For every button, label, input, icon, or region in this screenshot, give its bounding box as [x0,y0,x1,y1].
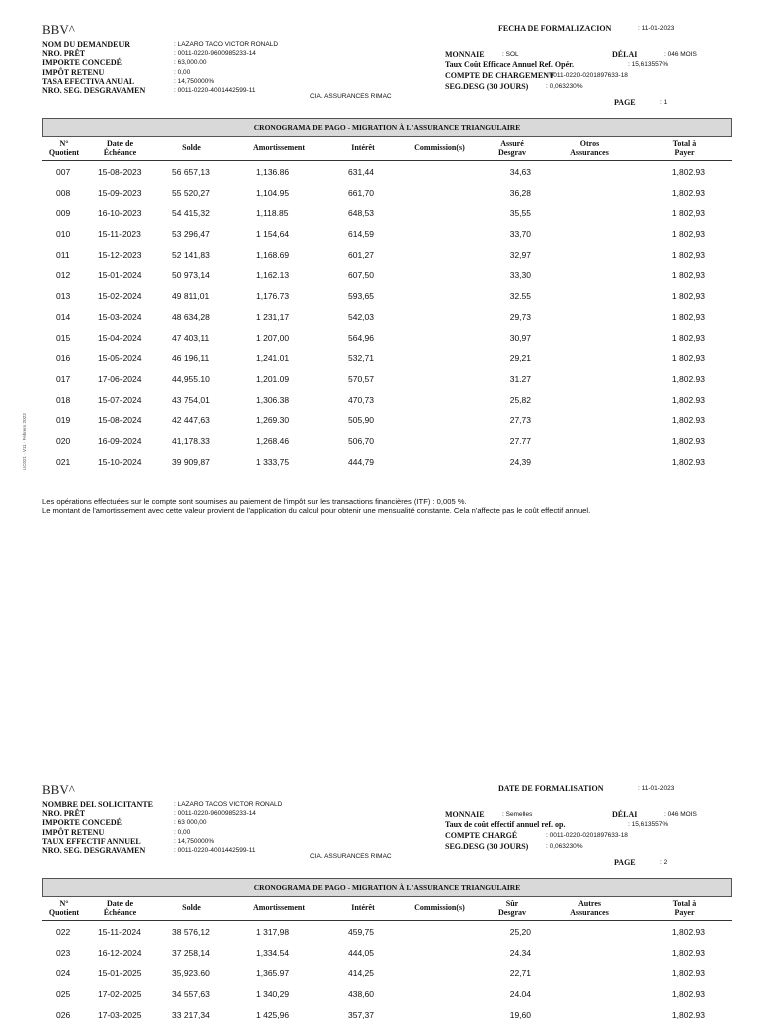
table-cell: 022 [56,927,71,937]
table-row [42,347,732,368]
tax-withheld-label: IMPÔT RETENU [42,67,105,77]
loan-number-value: : 0011-0220-9600985233-14 [174,50,256,58]
table-cell: 648,53 [348,208,374,219]
table-row [42,202,732,223]
column-header-line: Otros [579,139,600,148]
tax-withheld-value: : 0,00 [174,68,191,76]
footnote-line: Le montant de l'amortissement avec cette valeur provient de l'application du calcul pour obtenir une mensualité constante. Cela n'affecte pas le coût effectif annuel. [42,506,591,515]
column-header-due [86,139,154,157]
column-header-quota [42,899,86,917]
amount-granted-label: IMPORTE CONCEDÉ [42,58,122,68]
term-label: DÉLAI [612,810,638,819]
table-cell: 35,923.60 [172,968,210,979]
applicant-name-label: NOMBRE DEL SOLICITANTE [42,800,153,809]
page-number: : 2 [660,859,668,866]
table-cell: 1 802,93 [671,291,705,302]
table-cell: 15-02-2024 [98,291,142,302]
table-cell: 438,60 [348,989,374,1000]
table-cell: 24,39 [509,456,531,467]
formalization-date-value: : 11-01-2023 [638,785,675,792]
insurance-number-label: NRO. SEG. DESGRAVAMEN [42,86,146,95]
loan-number-value: : 0011-0220-9600985233-14 [174,810,256,818]
table-cell: 15-09-2023 [98,187,142,198]
table-cell: 008 [56,187,71,198]
loan-number-label: NRO. PRÊT [42,49,86,59]
table-cell: 19,60 [509,1009,531,1020]
table-cell: 15-05-2024 [98,353,142,364]
insurance-number-value: : 0011-0220-4001442599-11 [174,87,256,94]
table-cell: 32.55 [509,291,531,302]
table-cell: 35,55 [509,208,531,219]
column-header-due [86,899,154,917]
loan-number-label: NRO. PRÊT [42,809,86,819]
table-cell: 414,25 [348,968,374,979]
currency-label: MONNAIE [445,50,485,59]
bank-logo: BBV^ [42,22,75,37]
applicant-name-label: NOM DU DEMANDEUR [42,40,130,49]
table-cell: 55 520,27 [172,187,210,198]
table-cell: 661,70 [348,187,374,198]
column-header-line: Date de [107,899,133,908]
table-cell: 011 [56,249,70,260]
table-cell: 631,44 [348,167,374,177]
currency-value: : Semelles [502,811,533,818]
side-stamp: UC021 · V11 · Febrero 2023 [22,413,27,470]
table-title: CRONOGRAMA DE PAGO - MIGRATION À L'ASSURANCE TRIANGULAIRE [42,118,732,137]
column-header-line: Assurances [570,148,609,157]
table-cell: 470,73 [348,394,374,405]
column-header-balance: Solde [182,143,201,152]
table-row [42,389,732,410]
table-cell: 607,50 [348,270,374,281]
insurance-rate-value: : 0,063230% [546,843,583,850]
annual-rate-label: TAUX EFFECTIF ANNUEL [42,836,141,846]
applicant-name-value: : LAZARO TACOS VICTOR RONALD [174,801,283,808]
table-cell: 357,37 [348,1009,374,1020]
table-header [42,137,732,161]
column-header-commission: Commission(s) [414,143,465,152]
bank-logo: BBV^ [42,782,75,797]
table-row [42,430,732,451]
term-value: : 046 MOIS [664,51,697,58]
page-label: PAGE [614,98,636,107]
table-cell: 15-11-2024 [98,927,141,937]
table-cell: 15-11-2023 [98,229,141,240]
table-cell: 30,97 [509,332,531,343]
annual-rate-label: TASA EFECTIVA ANUAL [42,76,135,86]
table-cell: 47 403,11 [172,332,210,343]
currency-value: : SOL [502,51,519,58]
table-row [42,306,732,327]
table-cell: 024 [56,968,71,979]
column-header-line: Payer [674,908,695,917]
column-header-line: Date de [107,139,133,148]
table-cell: 007 [56,167,71,177]
table-cell: 1,802.93 [671,167,705,177]
table-row [42,161,732,182]
column-header-insured [482,899,542,917]
table-cell: 15-04-2024 [98,332,142,343]
table-cell: 33 217,34 [172,1009,210,1020]
table-cell: 1 802,93 [671,353,705,364]
table-cell: 1,241.01 [256,353,290,364]
table-cell: 1,802.93 [671,187,705,198]
table-cell: 1,104.95 [256,187,290,198]
table-cell: 44,955.10 [172,373,210,384]
table-cell: 17-03-2025 [98,1009,142,1020]
table-cell: 1 231,17 [256,311,290,322]
table-cell: 444,79 [348,456,374,467]
table-cell: 1,802.93 [671,989,705,1000]
table-cell: 16-12-2024 [98,947,142,958]
table-cell: 016 [56,353,71,364]
insurer-name: CIA. ASSURANCES RIMAC [310,853,392,860]
schedule-table [42,118,732,471]
formalization-date-value: : 11-01-2023 [638,25,675,32]
table-row [42,244,732,265]
table-cell: 50 973,14 [172,270,210,281]
column-header-line: Sûr [505,899,519,908]
column-header-commission: Commission(s) [414,903,465,912]
column-header-interest: Intérêt [351,903,375,912]
table-cell: 013 [56,291,71,302]
table-row [42,285,732,306]
table-cell: 41,178.33 [172,435,210,446]
table-cell: 31.27 [509,373,531,384]
table-cell: 38 576,12 [172,927,210,937]
table-cell: 459,75 [348,927,374,937]
insurer-name: CIA. ASSURANCES RIMAC [310,93,392,100]
table-row [42,264,732,285]
table-cell: 614,59 [348,229,374,240]
amount-granted-value: : 63,000.00 [174,59,207,67]
table-cell: 56 657,13 [172,167,210,177]
formalization-date-label: FECHA DE FORMALIZACION [498,24,612,33]
insurance-rate-value: : 0,063230% [546,83,583,90]
table-cell: 564,96 [348,332,374,343]
table-cell: 16-10-2023 [98,208,142,219]
table-cell: 1 802,93 [671,311,705,322]
table-cell: 22,71 [509,968,531,979]
term-label: DÉLAI [612,50,638,59]
table-cell: 1 425,96 [256,1009,290,1020]
table-cell: 52 141,83 [172,249,210,260]
footnote-line: Les opérations effectuées sur le compte sont soumises au paiement de l'impôt sur les transactions financières (ITF) : 0,005 %. [42,497,467,506]
annual-rate-value: : 14,750000% [174,837,215,845]
table-row [42,942,732,963]
column-header-total [637,899,732,917]
table-cell: 49 811,01 [172,291,210,302]
table-cell: 542,03 [348,311,374,322]
table-cell: 1 802,93 [671,229,705,240]
table-title: CRONOGRAMA DE PAGO - MIGRATION À L'ASSURANCE TRIANGULAIRE [42,878,732,897]
table-row [42,223,732,244]
insurance-number-value: : 0011-0220-4001442599-11 [174,847,256,854]
column-header-line: N° [59,899,69,908]
table-cell: 1 802,93 [671,332,705,343]
tcea-value: : 15,613557% [628,61,669,68]
tcea-label: Taux de coût effectif annuel ref. op. [445,820,566,829]
table-cell: 15-01-2024 [98,270,142,281]
column-header-line: Assurances [570,908,609,917]
table-cell: 1,802.93 [671,415,705,426]
table-cell: 601,27 [348,249,374,260]
column-header-line: Desgrav [498,908,526,917]
table-cell: 42 447,63 [172,415,210,426]
column-header-total [637,139,732,157]
table-cell: 33,30 [509,270,531,281]
table-cell: 010 [56,229,71,240]
table-cell: 46 196,11 [172,353,210,364]
table-cell: 1,201.09 [256,373,290,384]
amount-granted-label: IMPORTE CONCEDÉ [42,818,122,828]
table-cell: 532,71 [348,353,374,364]
column-header-line: Échéance [103,908,137,917]
table-cell: 34 557,63 [172,989,210,1000]
table-cell: 53 296,47 [172,229,210,240]
column-header-interest: Intérêt [351,143,375,152]
tax-withheld-label: IMPÔT RETENU [42,827,105,837]
table-cell: 1 802,93 [671,208,705,219]
table-cell: 1 207,00 [256,332,290,343]
table-cell: 1 802,93 [671,249,705,260]
table-cell: 15-03-2024 [98,311,142,322]
table-cell: 39 909,87 [172,456,210,467]
table-cell: 1 802,93 [671,270,705,281]
table-cell: 012 [56,270,71,281]
table-cell: 1,365.97 [256,968,290,979]
table-cell: 1,334.54 [256,947,290,958]
table-cell: 25,82 [509,394,531,405]
table-cell: 505,90 [348,415,374,426]
table-row [42,962,732,983]
column-header-balance: Solde [182,903,201,912]
table-cell: 444,05 [348,947,374,958]
table-cell: 021 [56,456,71,467]
formalization-date-label: DATE DE FORMALISATION [498,784,604,793]
table-cell: 026 [56,1009,71,1020]
table-cell: 014 [56,311,71,322]
table-cell: 1,162.13 [256,270,290,281]
table-cell: 1,802.93 [671,968,705,979]
table-row [42,368,732,389]
table-cell: 1,269.30 [256,415,290,426]
table-cell: 43 754,01 [172,394,210,405]
column-header-line: Quotient [48,908,80,917]
applicant-name-value: : LAZARO TACO VICTOR RONALD [174,41,279,48]
table-cell: 1,802.93 [671,927,705,937]
column-header-line: Échéance [103,148,137,157]
column-header-line: Payer [674,148,695,157]
charge-account-value: : 0011-0220-0201897633-18 [546,832,628,839]
table-cell: 25,20 [509,927,531,937]
table-cell: 1,306.38 [256,394,290,405]
table-cell: 506,70 [348,435,374,446]
table-cell: 1 154,64 [256,229,290,240]
table-cell: 1,802.93 [671,435,705,446]
insurance-number-label: NRO. SEG. DESGRAVAMEN [42,846,146,855]
table-cell: 15-10-2024 [98,456,142,467]
table-row [42,451,732,472]
table-cell: 1,802.93 [671,1009,705,1020]
table-row [42,1004,732,1024]
column-header-line: N° [59,139,69,148]
column-header-line: Total à [672,899,697,908]
table-cell: 025 [56,989,71,1000]
column-header-amort: Amortissement [253,143,305,152]
table-cell: 34,63 [509,167,531,177]
column-header-amort: Amortissement [253,903,305,912]
table-row [42,182,732,203]
table-cell: 32,97 [509,249,531,260]
table-cell: 17-06-2024 [98,373,142,384]
insurance-rate-label: SEG.DESG (30 JOURS) [445,82,529,91]
table-cell: 1,802.93 [671,456,705,467]
table-row [42,409,732,430]
column-header-line: Autres [578,899,601,908]
table-cell: 019 [56,415,71,426]
table-cell: 15-07-2024 [98,394,142,405]
table-cell: 1,176.73 [256,291,290,302]
table-cell: 33,70 [509,229,531,240]
table-cell: 54 415,32 [172,208,210,219]
table-cell: 1,118.85 [256,208,289,219]
table-cell: 29,73 [509,311,531,322]
column-header-insured [482,139,542,157]
table-row [42,983,732,1004]
table-cell: 1,802.93 [671,394,705,405]
table-cell: 1,802.93 [671,947,705,958]
table-cell: 24.34 [509,947,531,958]
table-cell: 1 340,29 [256,989,290,1000]
table-cell: 015 [56,332,71,343]
table-cell: 1 333,75 [256,456,290,467]
tax-withheld-value: : 0,00 [174,828,191,836]
schedule-table [42,878,732,1024]
table-cell: 15-12-2023 [98,249,142,260]
table-cell: 1,802.93 [671,373,705,384]
table-cell: 1 317,98 [256,927,290,937]
table-cell: 023 [56,947,71,958]
table-cell: 018 [56,394,71,405]
table-cell: 48 634,28 [172,311,210,322]
column-header-other [542,899,637,917]
charge-account-label: COMPTE CHARGÉ [445,831,518,840]
annual-rate-value: : 14,750000% [174,77,215,85]
column-header-line: Total à [672,139,697,148]
table-cell: 37 258,14 [172,947,210,958]
tcea-value: : 15,613557% [628,821,669,828]
table-cell: 1,168.69 [256,249,290,260]
footnotes [42,497,742,515]
table-cell: 1,268.46 [256,435,290,446]
currency-label: MONNAIE [445,810,485,819]
table-row [42,921,732,942]
table-cell: 36,28 [509,187,531,198]
table-cell: 009 [56,208,71,219]
amount-granted-value: : 63 000,00 [174,819,207,827]
table-header [42,897,732,921]
table-cell: 020 [56,435,71,446]
column-header-line: Quotient [48,148,80,157]
column-header-line: Desgrav [498,148,526,157]
table-cell: 593,65 [348,291,374,302]
table-cell: 017 [56,373,71,384]
column-header-other [542,139,637,157]
term-value: : 046 MOIS [664,811,697,818]
charge-account-value: : 0011-0220-0201897633-18 [546,72,628,79]
column-header-line: Assuré [500,139,524,148]
table-cell: 1,136.86 [256,167,290,177]
table-cell: 15-08-2024 [98,415,142,426]
table-cell: 17-02-2025 [98,989,142,1000]
table-cell: 570,57 [348,373,374,384]
table-cell: 15-08-2023 [98,167,142,177]
page-label: PAGE [614,858,636,867]
table-cell: 29,21 [509,353,531,364]
table-row [42,327,732,348]
charge-account-label: COMPTE DE CHARGEMENT [445,71,555,80]
table-cell: 15-01-2025 [98,968,142,979]
page-number: : 1 [660,99,668,106]
insurance-rate-label: SEG.DESG (30 JOURS) [445,842,529,851]
table-cell: 24.04 [509,989,531,1000]
table-cell: 27,73 [509,415,531,426]
table-cell: 16-09-2024 [98,435,142,446]
tcea-label: Taux Coût Efficace Annuel Ref. Opér. [445,60,574,69]
table-cell: 27.77 [509,435,531,446]
column-header-quota [42,139,86,157]
